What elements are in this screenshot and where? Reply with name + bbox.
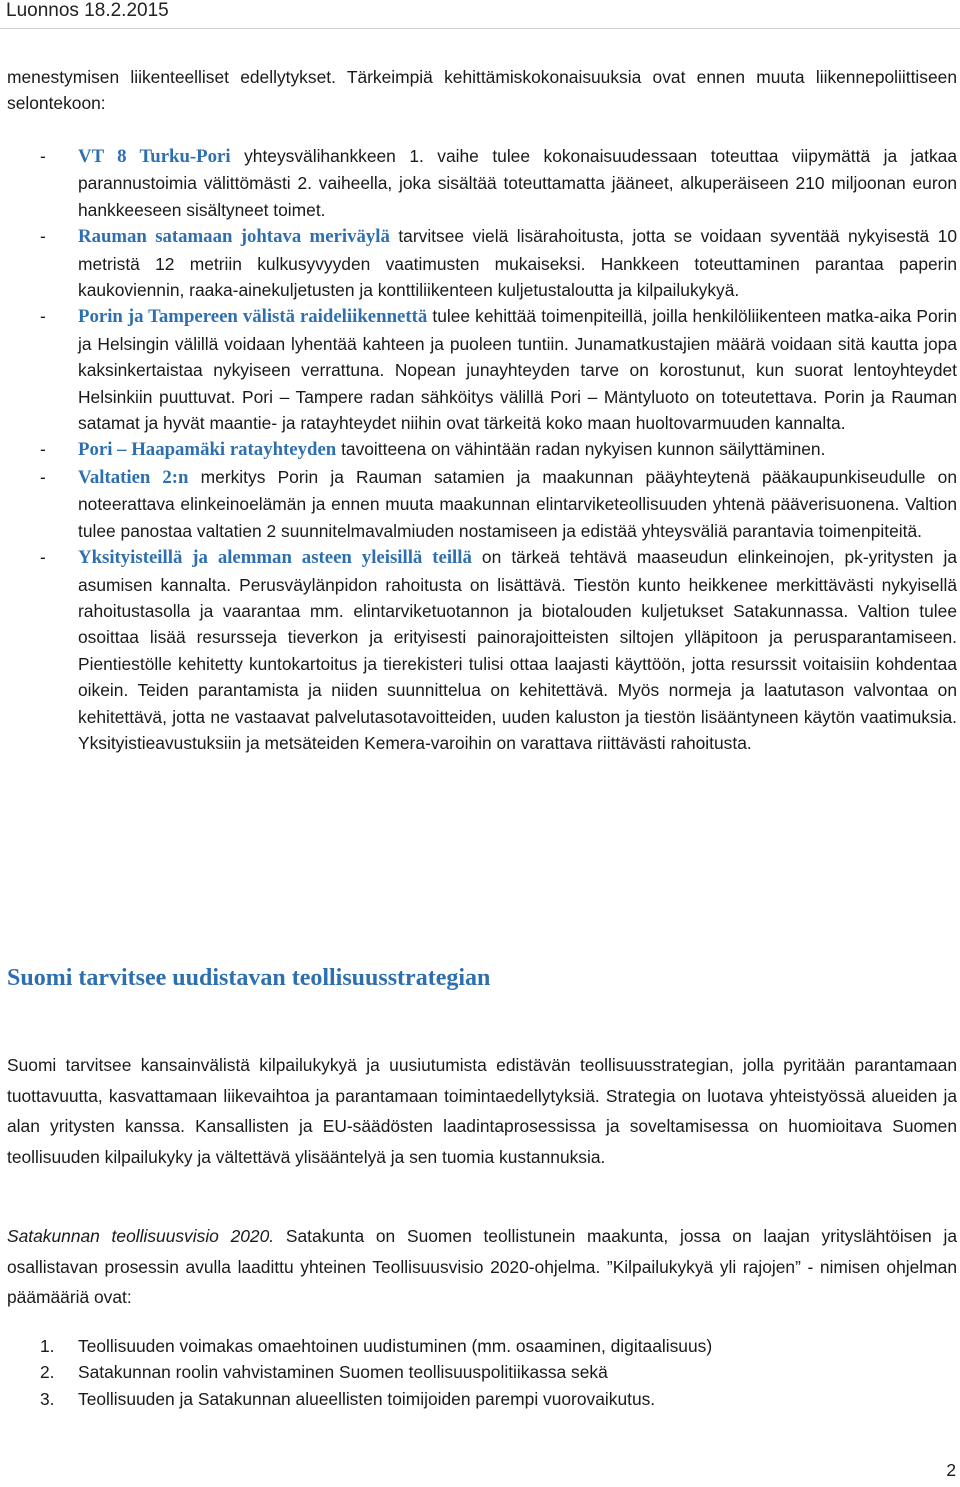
list-dash: - xyxy=(40,226,46,247)
list-item-text: Teollisuuden voimakas omaehtoinen uudistuminen (mm. osaaminen, digitaalisuus) xyxy=(78,1336,713,1356)
header-divider xyxy=(0,28,960,29)
list-item-highlight: Pori – Haapamäki ratayhteyden xyxy=(78,439,337,461)
list-item-text: yhteysvälihankkeen 1. vaihe tulee kokonaisuudessaan toteuttaa viipymättä ja jatkaa parannustoimia välittömästi 2. vaiheella, joka sisältää toteuttamatta jääneet, alkuperäiseen 210 miljoonan euron hankkeeseen sisältyneet toimet. xyxy=(78,146,957,220)
list-item-text: merkitys Porin ja Rauman satamien ja maakunnan pääyhteytenä pääkaupunkiseudulle on noteerattava elinkeinoelämän ja ennen muuta maakunnan elintarviketeollisuuden yhtenä pääverisuonena. Valtion tulee panostaa valtatien 2 suunnitelmavalmiuden nostamiseen ja edistää yhteysväliä parantavia toimenpiteitä. xyxy=(78,466,957,541)
page-number: 2 xyxy=(946,1460,956,1480)
strategy-paragraph: Suomi tarvitsee kansainvälistä kilpailukykyä ja uusiutumista edistävän teollisuusstrategian, jolla pyritään parantamaan tuottavuutta, kasvattamaan liikevaihtoa ja parantamaan toimintaedellytyksiä. Strategia on luotava yhteistyössä alueiden ja alan yritysten kanssa. Kansallisten ja EU-säädösten laadintaprosessissa ja soveltamisessa on huomioitava Suomen teollisuuden kilpailukyky ja vältettävä ylisääntelyä ja sen tuomia kustannuksia. xyxy=(7,1055,957,1167)
list-item-text: Teollisuuden ja Satakunnan alueellisten toimijoiden parempi vuorovaikutus. xyxy=(78,1388,656,1409)
list-item xyxy=(7,464,957,544)
list-dash: - xyxy=(40,439,46,460)
vision-title: Satakunnan teollisuusvisio 2020. xyxy=(7,1226,275,1246)
list-item xyxy=(7,1386,957,1412)
list-number: 1. xyxy=(40,1336,55,1356)
section-heading: Suomi tarvitsee uudistavan teollisuusstrategian xyxy=(7,965,491,991)
list-dash: - xyxy=(40,146,46,166)
list-item-text: on tärkeä tehtävä maaseudun elinkeinojen, pk-yritysten ja asumisen kannalta. Perusväylänpidon rahoitusta on lisättävä. Tiestön kunto heikkenee merkittävästi nykyisellä rahoitustasolla ja vaarantaa mm. elintarviketuotannon ja biotalouden kuljetukset Satakunnassa. Valtion tulee osoittaa lisää resursseja tieverkon ja erityisesti painorajoitteisten siltojen ylläpitoon ja perusparantamiseen. Pientiestölle kehitetty kuntokartoitus ja tierekisteri tulisi ottaa laajasti käyttöön, jotta resurssit voitaisiin kohdentaa oikein. Teiden parantamista ja niiden suunnittelua on kehitettävä. Myös normeja ja laatutason valvontaa on kehitettävä, jotta ne vastaavat palvelutasotavoitteiden, uuden kaluston ja tiestön lisääntyneen käytön vaatimuksia. Yksityistieavustuksiin ja metsäteiden Kemera-varoihin on varattava riittävästi rahoitusta. xyxy=(78,547,957,753)
list-item-text: Satakunnan roolin vahvistaminen Suomen teollisuuspolitiikassa sekä xyxy=(78,1362,608,1383)
list-item-text: tulee kehittää toimenpiteillä, joilla henkilöliikenteen matka-aika Porin ja Helsingin välillä voidaan lyhentää kahteen ja puoleen tuntiin. Junamatkustajien määrä voidaan sitä kautta jopa kaksinkertaistaa nykyiseen verrattuna. Nopean junayhteyden tarve on korostunut, kun suorat lentoyhteydet Helsinkiin puuttuvat. Pori – Tampere radan sähköitys välillä Pori – Mäntyluoto on toteutettava. Porin ja Rauman satamat ja hyvät maantie- ja ratayhteydet niihin ovat tärkeitä koko maan huoltovarmuuden kannalta. xyxy=(78,306,957,434)
list-item xyxy=(7,436,957,463)
priority-list xyxy=(7,143,957,756)
goals-list xyxy=(7,1333,957,1412)
list-item xyxy=(7,544,957,756)
list-dash: - xyxy=(40,547,46,568)
list-item xyxy=(7,223,957,303)
list-item xyxy=(7,143,957,223)
list-item-highlight: Rauman satamaan johtava meriväylä xyxy=(78,226,390,248)
list-item-highlight: Valtatien 2:n xyxy=(78,466,189,488)
list-item xyxy=(7,1359,957,1385)
intro-paragraph: menestymisen liikenteelliset edellytykset. Tärkeimpiä kehittämiskokonaisuuksia ovat ennen muuta liikennepoliittiseen selontekoon: xyxy=(7,67,957,114)
list-item-text: tarvitsee vielä lisärahoitusta, jotta se voidaan syventää nykyisestä 10 metristä 12 metriin kulkusyvyyden vaatimusten mukaiseksi. Hankkeen toteuttaminen parantaa paperin kaukoviennin, raaka-ainekuljetusten ja konttiliikenteen kuljetustaloutta ja kilpailukykyä. xyxy=(78,226,957,301)
vision-paragraph xyxy=(7,1221,957,1313)
list-dash: - xyxy=(40,306,46,327)
list-item xyxy=(7,303,957,436)
list-item-highlight: Porin ja Tampereen välistä raideliikennettä xyxy=(78,306,428,328)
list-item-highlight: Yksityisteillä ja alemman asteen yleisillä teillä xyxy=(78,547,472,569)
list-item-text: tavoitteena on vähintään radan nykyisen kunnon säilyttäminen. xyxy=(336,439,826,460)
list-number: 2. xyxy=(40,1362,55,1383)
list-number: 3. xyxy=(40,1388,55,1409)
list-dash: - xyxy=(40,466,46,487)
list-item-highlight: VT 8 Turku-Pori xyxy=(78,146,231,167)
page-header: Luonnos 18.2.2015 xyxy=(6,0,169,21)
vision-text: Satakunta on Suomen teollistunein maakunta, jossa on laajan yrityslähtöisen ja osallistavan prosessin avulla laadittu yhteinen Teollisuusvisio 2020-ohjelma. ”Kilpailukykyä yli rajojen” - nimisen ohjelman päämääriä ovat: xyxy=(7,1226,957,1307)
list-item xyxy=(7,1333,957,1359)
